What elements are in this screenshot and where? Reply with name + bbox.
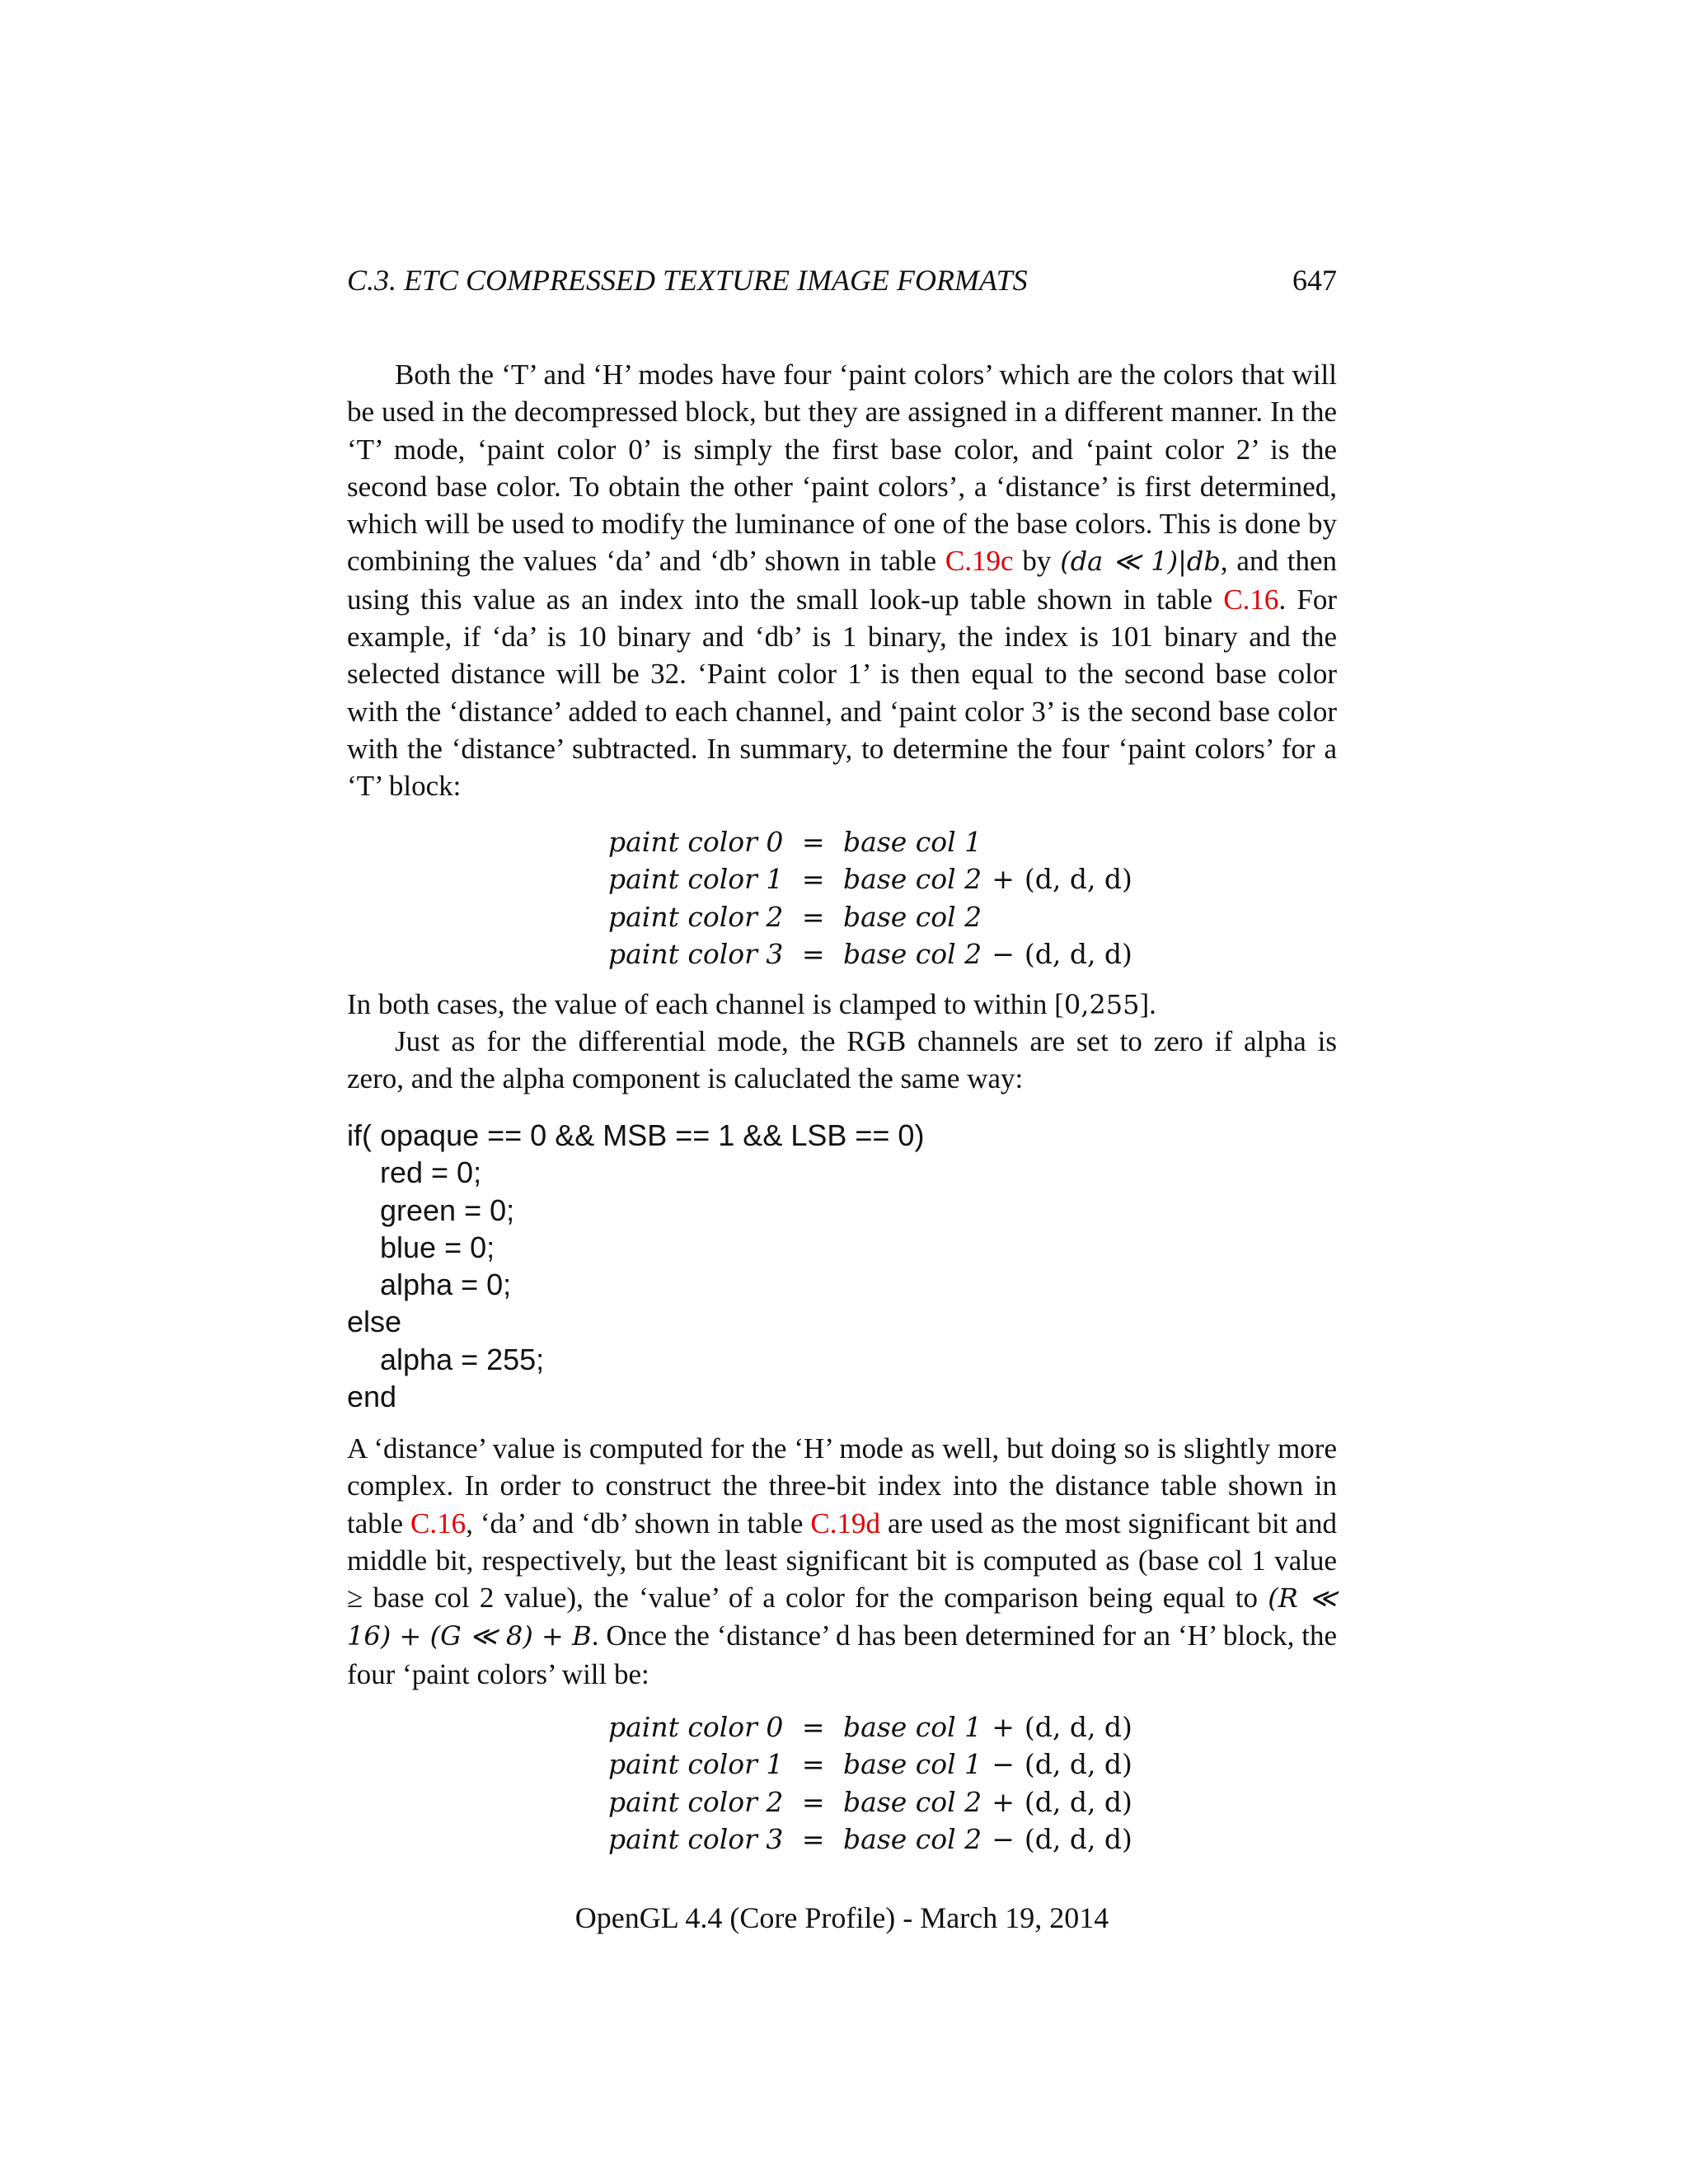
text-run: Both the ‘T’ and ‘H’ modes have four ‘paint colors’ which are the colors that will be used in the decompressed block, but they are assigned in a different manner. In the ‘T’ mode, ‘paint color 0’ is simply the first base color, and ‘paint color 2’ is the second base color. To obtain the other ‘paint colors’, a ‘distance’ is first determined, which will be used to modify the luminance of one of the base colors. This is done by combining the values ‘da’ and ‘db’ shown in table <box>347 359 1337 578</box>
equation-lhs: paint color 0 <box>608 826 784 858</box>
table-ref-link[interactable]: C.16 <box>1223 583 1279 616</box>
equation-line: paint color 0 = base col 1 <box>608 826 982 858</box>
equation-tuple: (d, d, d) <box>1024 1748 1132 1781</box>
equation-line: paint color 3 = base col 2 − (d, d, d) <box>608 937 1132 970</box>
inline-math: 0,255 <box>1063 989 1140 1020</box>
equation-tuple: (d, d, d) <box>1024 937 1132 970</box>
page-footer: OpenGL 4.4 (Core Profile) - March 19, 2014 <box>574 1901 1109 1934</box>
equation-block-h <box>608 1708 1185 1858</box>
text-run: by <box>1013 545 1061 578</box>
equation-lhs: paint color 0 <box>608 1711 784 1743</box>
text-run: . For example, if ‘da’ is 10 binary and ‘db’ is 1 binary, the index is 101 binary and the selected distance will be 32. ‘Paint color 1’ is then equal to the second base color with the ‘distance’ added to each channel, and ‘paint color 3’ is the second base color with the ‘distance’ subtracted. In summary, to determine the four ‘paint colors’ for a ‘T’ block: <box>347 583 1337 803</box>
text-run: are used as the most significant bit and middle bit, respectively, but the least significant bit is computed as (base col 1 value ≥ base col 2 value), the ‘value’ of a color for the comparison being equal to <box>347 1507 1337 1615</box>
code-line: alpha = 255; <box>380 1342 545 1376</box>
text-run: , ‘da’ and ‘db’ shown in table <box>466 1507 811 1540</box>
equation-line: paint color 1 = base col 1 − (d, d, d) <box>608 1748 1132 1781</box>
equation-lhs: paint color 1 <box>608 863 784 896</box>
equation-lhs: paint color 1 <box>608 1748 784 1781</box>
inline-math: (da ≪ 1)|db <box>1060 546 1221 578</box>
code-line: if( opaque == 0 && MSB == 1 && LSB == 0) <box>347 1118 925 1152</box>
equation-lhs: paint color 3 <box>608 937 784 970</box>
equation-operator: + <box>992 1711 1015 1743</box>
code-line: red = 0; <box>380 1155 482 1190</box>
equation-rhs: base col 1 <box>843 826 982 858</box>
code-line: green = 0; <box>380 1193 515 1227</box>
equation-rhs: base col 2 <box>843 1822 982 1855</box>
equation-line: paint color 1 = base col 2 + (d, d, d) <box>608 863 1132 896</box>
equation-operator: − <box>992 1822 1015 1855</box>
equation-line: paint color 3 = base col 2 − (d, d, d) <box>608 1822 1132 1855</box>
paragraph-clamp <box>347 986 1337 1024</box>
equation-tuple: (d, d, d) <box>1024 863 1132 896</box>
equation-operator: + <box>992 1785 1015 1818</box>
code-line: end <box>347 1380 397 1414</box>
equation-tuple: (d, d, d) <box>1024 1822 1132 1855</box>
text-run: . Once the ‘distance’ d has been determined for an ‘H’ block, the four ‘paint colors’ will be: <box>347 1619 1338 1690</box>
table-ref-link[interactable]: C.16 <box>410 1507 467 1540</box>
code-line: blue = 0; <box>380 1230 495 1264</box>
equation-tuple: (d, d, d) <box>1024 1785 1132 1818</box>
equation-rhs: base col 2 <box>843 1785 982 1818</box>
document-page <box>347 0 1337 2184</box>
equation-block-t <box>608 823 1185 972</box>
equation-rhs: base col 2 <box>843 863 982 896</box>
equation-operator: − <box>992 1748 1015 1781</box>
paragraph-alpha: Just as for the differential mode, the RGB channels are set to zero if alpha is zero, and the alpha component is caluclated the same way: <box>347 1025 1337 1095</box>
text-run: , and then using this value as an index into the small look-up table shown in table <box>347 545 1338 616</box>
running-header <box>347 260 1337 300</box>
code-line: else <box>347 1305 402 1339</box>
text-run: In both cases, the value of each channel is clamped to within [ <box>347 988 1064 1020</box>
paragraph-t-mode <box>347 356 1337 805</box>
equation-lhs: paint color 2 <box>608 1785 784 1818</box>
equation-line: paint color 2 = base col 2 + (d, d, d) <box>608 1785 1132 1818</box>
equation-rhs: base col 2 <box>843 937 982 970</box>
code-line: alpha = 0; <box>380 1268 512 1302</box>
text-run: A ‘distance’ value is computed for the ‘H’ mode as well, but doing so is slightly more complex. In order to construct the three-bit index into the distance table shown in table <box>347 1432 1337 1540</box>
equation-operator: − <box>992 937 1015 970</box>
section-title: C.3. ETC COMPRESSED TEXTURE IMAGE FORMATS <box>347 264 1028 297</box>
equation-lhs: paint color 3 <box>608 1822 784 1855</box>
table-ref-link[interactable]: C.19c <box>945 545 1014 578</box>
equation-line: paint color 0 = base col 1 + (d, d, d) <box>608 1711 1132 1743</box>
inline-math: (R ≪ 16) + (G ≪ 8) + B <box>347 1582 1337 1652</box>
pseudocode-block <box>347 1117 1337 1415</box>
equation-operator: + <box>992 863 1015 896</box>
equation-rhs: base col 2 <box>843 900 982 933</box>
equation-rhs: base col 1 <box>843 1748 982 1781</box>
equation-rhs: base col 1 <box>843 1711 982 1743</box>
page-number: 647 <box>1292 264 1337 297</box>
text-run: ]. <box>1139 988 1156 1020</box>
table-ref-link[interactable]: C.19d <box>810 1507 881 1540</box>
equation-tuple: (d, d, d) <box>1024 1711 1132 1743</box>
equation-line: paint color 2 = base col 2 <box>608 900 982 933</box>
equation-lhs: paint color 2 <box>608 900 784 933</box>
paragraph-h-mode <box>347 1430 1337 1693</box>
